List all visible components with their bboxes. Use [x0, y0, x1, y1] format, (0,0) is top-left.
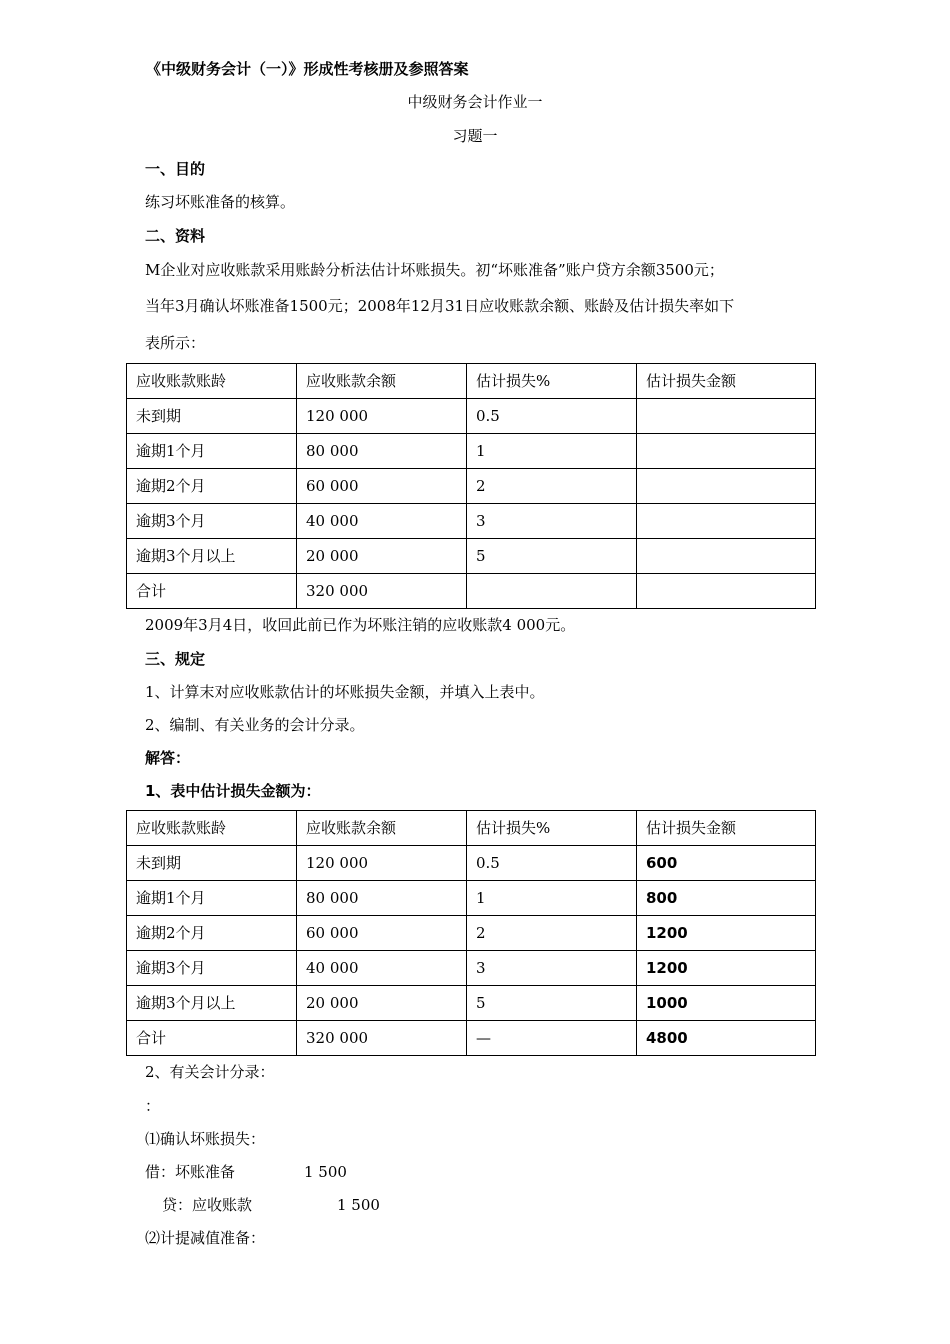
table-cell: 逾期2个月 [127, 469, 297, 504]
table-cell: 5 [467, 986, 637, 1021]
table-cell: 逾期3个月 [127, 504, 297, 539]
answer-sub-2: 2、有关会计分录： [145, 1063, 275, 1081]
table-cell: 逾期1个月 [127, 434, 297, 469]
header-cell: 估计损失金额 [637, 811, 816, 846]
table-cell: 逾期3个月以上 [127, 986, 297, 1021]
table-row [127, 434, 816, 469]
header-cell: 应收账款余额 [297, 364, 467, 399]
table-cell [637, 574, 816, 609]
table-cell: 0.5 [467, 846, 637, 881]
table-row [127, 539, 816, 574]
entry-1-title: ⑴确认坏账损失： [145, 1130, 266, 1148]
table-cell: 逾期3个月 [127, 951, 297, 986]
table-cell: 60 000 [297, 916, 467, 951]
entry-1-debit: 借：坏账准备 [145, 1163, 236, 1181]
aging-table [126, 363, 816, 609]
requirement-item-1: 1、计算末对应收账款估计的坏账损失金额，并填入上表中。 [145, 683, 545, 701]
materials-heading: 二、资料 [145, 227, 206, 245]
table-row [127, 881, 816, 916]
table-cell: 0.5 [467, 399, 637, 434]
table-cell [637, 539, 816, 574]
table-row [127, 846, 816, 881]
table-row-total [127, 1021, 816, 1056]
requirement-item-2: 2、编制、有关业务的会计分录。 [145, 716, 365, 734]
document-title: 《中级财务会计（一）》形成性考核册及参照答案 [146, 60, 469, 78]
table-cell: 120 000 [297, 846, 467, 881]
table-cell [637, 469, 816, 504]
table-row [127, 469, 816, 504]
loss-amount-cell: 1000 [637, 986, 816, 1021]
header-cell: 估计损失% [467, 364, 637, 399]
materials-note: 2009年3月4日，收回此前已作为坏账注销的应收账款4 000元。 [145, 616, 576, 634]
table-cell: 2 [467, 916, 637, 951]
materials-line-2: 当年3月确认坏账准备1500元；2008年12月31日应收账款余额、账龄及估计损失率如下 [145, 297, 735, 315]
table-cell: 合计 [127, 1021, 297, 1056]
table-cell: 逾期1个月 [127, 881, 297, 916]
loss-amount-total-cell: 4800 [637, 1021, 816, 1056]
answer-colon: ： [145, 1097, 161, 1115]
table-cell: 3 [467, 951, 637, 986]
table-header-row [127, 811, 816, 846]
purpose-text: 练习坏账准备的核算。 [145, 193, 296, 211]
loss-amount-cell: 1200 [637, 951, 816, 986]
table-cell: 20 000 [297, 539, 467, 574]
table-cell: 80 000 [297, 881, 467, 916]
header-cell: 应收账款账龄 [127, 811, 297, 846]
answer-sub-1: 1、表中估计损失金额为： [145, 782, 321, 800]
table-cell [637, 399, 816, 434]
assignment-title: 中级财务会计作业一 [407, 93, 543, 111]
table-row [127, 399, 816, 434]
loss-amount-cell: 1200 [637, 916, 816, 951]
table-cell: 未到期 [127, 846, 297, 881]
purpose-heading: 一、目的 [145, 160, 206, 178]
table-row [127, 951, 816, 986]
table-cell: 40 000 [297, 951, 467, 986]
answer-heading: 解答： [145, 749, 191, 767]
exercise-title: 习题一 [452, 127, 498, 145]
header-cell: 应收账款余额 [297, 811, 467, 846]
entry-1-credit-amount: 1 500 [337, 1196, 380, 1214]
table-cell: 5 [467, 539, 637, 574]
loss-amount-cell: 600 [637, 846, 816, 881]
requirements-heading: 三、规定 [145, 650, 206, 668]
table-cell: 120 000 [297, 399, 467, 434]
materials-line-1: M企业对应收账款采用账龄分析法估计坏账损失。初“坏账准备”账户贷方余额3500元； [145, 261, 724, 279]
table-cell: 20 000 [297, 986, 467, 1021]
entry-2-title: ⑵计提减值准备： [145, 1229, 266, 1247]
table-cell: 320 000 [297, 1021, 467, 1056]
entry-1-debit-amount: 1 500 [304, 1163, 347, 1181]
table-cell: 逾期3个月以上 [127, 539, 297, 574]
loss-amount-cell: 800 [637, 881, 816, 916]
table-cell: 40 000 [297, 504, 467, 539]
table-cell: 3 [467, 504, 637, 539]
materials-line-3: 表所示： [145, 334, 206, 352]
table-cell: 1 [467, 881, 637, 916]
entry-1-credit: 贷：应收账款 [162, 1196, 253, 1214]
table-cell: 1 [467, 434, 637, 469]
table-cell: 合计 [127, 574, 297, 609]
header-cell: 估计损失% [467, 811, 637, 846]
table-cell [467, 574, 637, 609]
header-cell: 应收账款账龄 [127, 364, 297, 399]
answer-table [126, 810, 816, 1056]
table-cell: 60 000 [297, 469, 467, 504]
table-row-total [127, 574, 816, 609]
table-cell: 320 000 [297, 574, 467, 609]
table-cell: 未到期 [127, 399, 297, 434]
table-cell: 80 000 [297, 434, 467, 469]
table-cell [637, 504, 816, 539]
table-row [127, 504, 816, 539]
table-row [127, 986, 816, 1021]
table-cell [637, 434, 816, 469]
table-row [127, 916, 816, 951]
table-header-row [127, 364, 816, 399]
header-cell: 估计损失金额 [637, 364, 816, 399]
table-cell: 2 [467, 469, 637, 504]
table-cell: — [467, 1021, 637, 1056]
table-cell: 逾期2个月 [127, 916, 297, 951]
